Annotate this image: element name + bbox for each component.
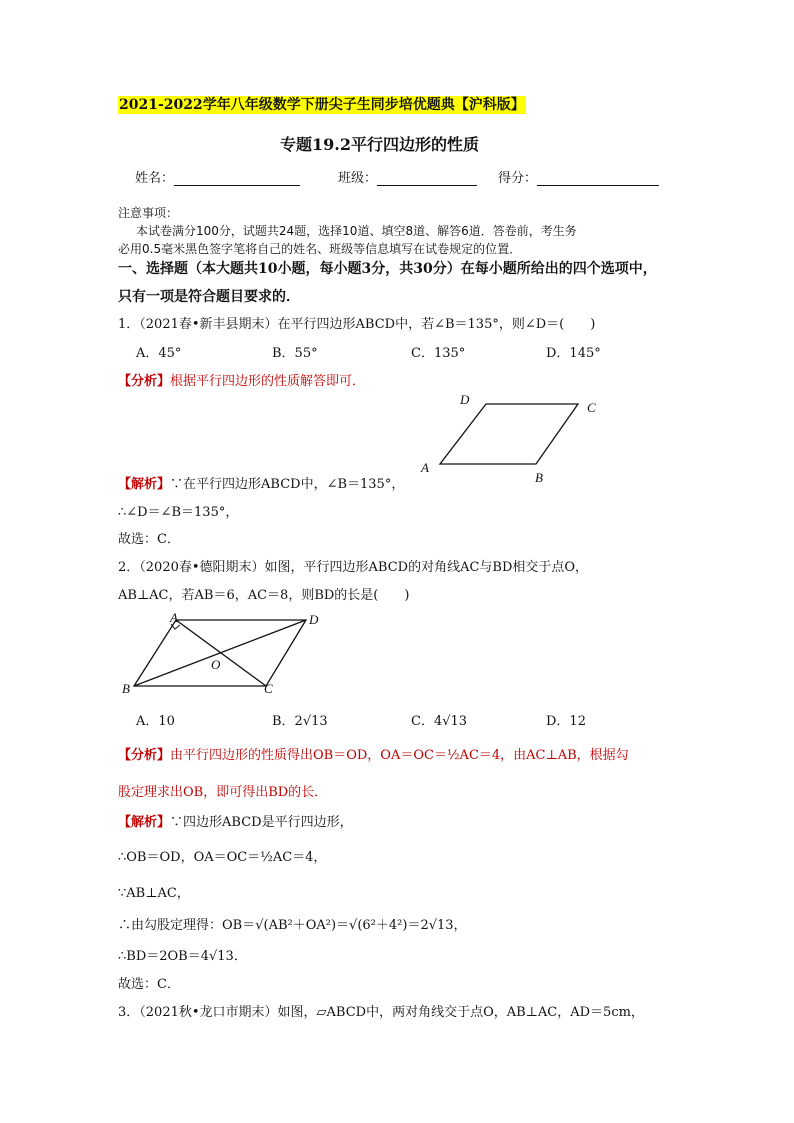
q1-parallelogram-figure	[418, 388, 618, 488]
q2-answer: 故选：C．	[118, 977, 180, 992]
series-title-highlight: 2021-2022学年八年级数学下册尖子生同步培优题典【沪科版】	[119, 97, 525, 113]
q1-solution-text-1: ∵在平行四边形ABCD中，∠B＝135°，	[170, 477, 405, 492]
q2-parallelogram-figure	[118, 610, 338, 700]
name-blank	[174, 171, 300, 186]
notice-line-1: 本试卷满分100分，试题共24题，选择10道、填空8道、解答6道．答卷前，考生务	[136, 224, 577, 238]
q2-analysis-tag: 【分析】	[118, 748, 171, 763]
q2-solution-tag: 【解析】	[118, 815, 171, 830]
q2-diagonal-bd	[134, 620, 306, 686]
q2-stem-1: 2．（2020春•德阳期末）如图，平行四边形ABCD的对角线AC与BD相交于点O，	[118, 560, 589, 575]
q2-analysis-text-1: 由平行四边形的性质得出OB＝OD，OA＝OC＝½AC＝4，由AC⊥AB，根据勾	[170, 748, 629, 763]
notice-line-2: 必用0.5毫米黑色签字笔将自己的姓名、班级等信息填写在试卷规定的位置．	[118, 242, 522, 256]
q2-solution-text-1: ∵四边形ABCD是平行四边形，	[170, 815, 353, 830]
q1-label-b: B	[535, 470, 543, 485]
score-field	[498, 167, 659, 186]
name-label: 姓名：	[135, 171, 175, 186]
q1-parallelogram	[440, 404, 578, 464]
class-field	[338, 167, 477, 186]
q2-stem-2: AB⊥AC，若AB＝6，AC＝8，则BD的长是( )	[118, 588, 410, 603]
q1-option-b: B．55°	[272, 346, 318, 361]
name-field	[135, 167, 300, 186]
q2-option-b: B．2√13	[272, 714, 328, 729]
q1-solution-1	[118, 473, 404, 492]
q2-option-a: A．10	[136, 714, 175, 729]
q2-label-d: D	[309, 612, 319, 627]
q1-option-d: D．145°	[546, 346, 601, 361]
class-label: 班级：	[338, 171, 378, 186]
q1-analysis-tag: 【分析】	[118, 374, 171, 389]
score-label: 得分：	[498, 171, 538, 186]
page-title: 专题19.2平行四边形的性质	[280, 135, 479, 154]
q2-label-b: B	[122, 681, 130, 696]
score-blank	[537, 171, 659, 186]
q2-label-a: A	[170, 610, 178, 625]
section-heading-line-2: 只有一项是符合题目要求的．	[118, 289, 300, 305]
q1-stem: 1．（2021春•新丰县期末）在平行四边形ABCD中，若∠B＝135°，则∠D＝( )	[118, 317, 596, 332]
q2-label-o: O	[211, 657, 221, 672]
q1-option-a: A．45°	[136, 346, 182, 361]
q2-solution-2: ∴OB＝OD，OA＝OC＝½AC＝4，	[118, 850, 327, 865]
q2-analysis-1	[118, 744, 629, 763]
q2-solution-5: ∴BD＝2OB＝4√13．	[118, 949, 247, 964]
class-blank	[377, 171, 477, 186]
q3-stem: 3．（2021秋•龙口市期末）如图，▱ABCD中，两对角线交于点O，AB⊥AC，AD＝5cm，	[118, 1005, 644, 1020]
notice-heading: 注意事项：	[118, 206, 179, 220]
q1-analysis	[118, 370, 365, 389]
q2-option-d: D．12	[546, 714, 586, 729]
q1-solution-tag: 【解析】	[118, 477, 171, 492]
q2-solution-1	[118, 811, 353, 830]
q1-option-c: C．135°	[411, 346, 466, 361]
q2-solution-4: ∴由勾股定理得：OB＝√(AB²＋OA²)＝√(6²＋4²)＝2√13，	[118, 918, 467, 933]
q1-label-a: A	[421, 460, 429, 475]
q1-label-d: D	[460, 392, 470, 407]
q2-label-c: C	[264, 681, 273, 696]
q2-option-c: C．4√13	[411, 714, 468, 729]
q2-solution-3: ∵AB⊥AC，	[118, 886, 190, 901]
q1-label-c: C	[587, 400, 596, 415]
section-heading-line-1: 一、选择题（本大题共10小题，每小题3分，共30分）在每小题所给出的四个选项中，	[118, 261, 657, 277]
q2-analysis-2: 股定理求出OB，即可得出BD的长．	[118, 785, 328, 800]
q1-analysis-text: 根据平行四边形的性质解答即可．	[170, 374, 366, 389]
q1-answer: 故选：C．	[118, 532, 180, 547]
q1-solution-2: ∴∠D＝∠B＝135°，	[118, 505, 239, 520]
